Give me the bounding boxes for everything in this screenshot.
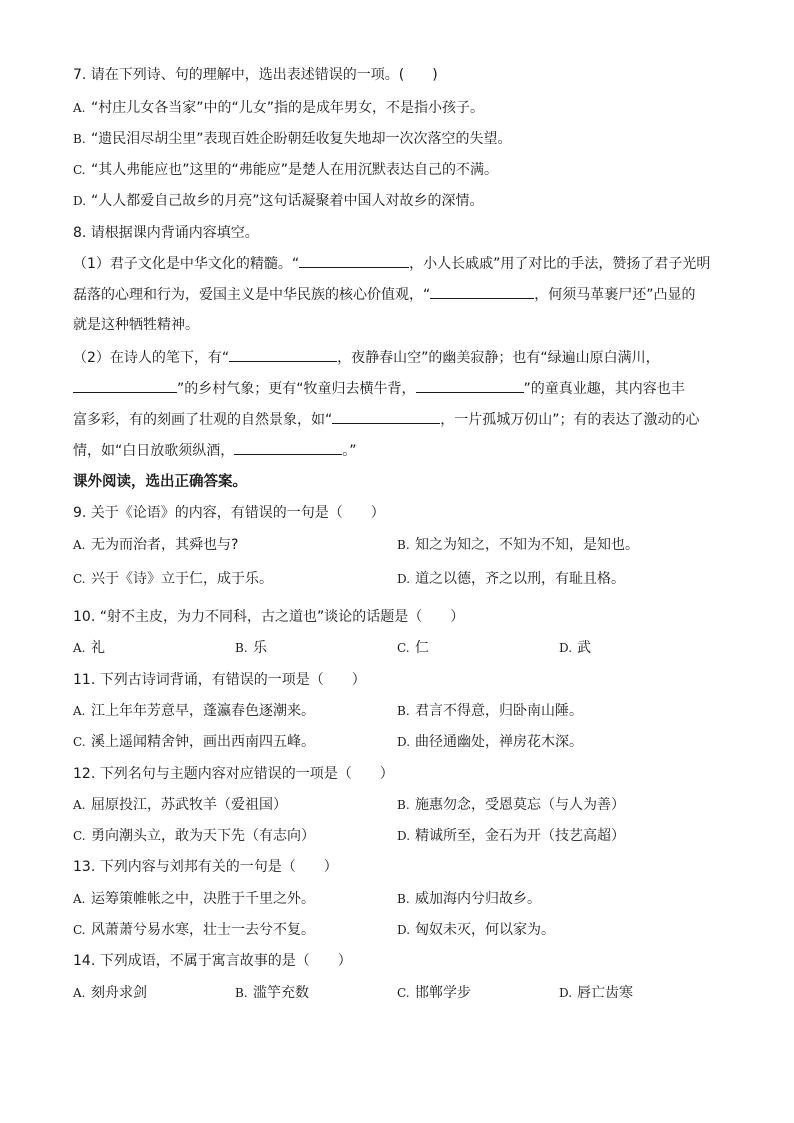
option-text: 江上年年芳意早，蓬瀛春色逐潮来。 [91,703,315,719]
option-text: 风萧萧兮易水寒，壮士一去兮不复。 [91,922,315,938]
option-text: 礼 [91,640,105,656]
fill-blank[interactable] [430,284,534,299]
q14-option-b [235,983,309,1003]
q14-option-c [397,983,471,1003]
option-letter: B. [397,538,410,552]
q8-part2-line1 [73,347,660,368]
option-letter: B. [397,798,410,812]
question-14-stem: 14. 下列成语，不属于寓言故事的是（ ） [73,953,352,969]
q11-option-c [73,732,315,752]
option-text: 乐 [253,640,267,656]
option-text: 曲径通幽处，禅房花木深。 [415,734,583,750]
option-text: 滥竽充数 [253,985,309,1001]
q7-option-c [73,160,498,180]
q13-option-b [397,889,541,909]
option-letter: A. [73,704,86,718]
option-text: 武 [577,640,591,656]
option-text: 屈原投江，苏武牧羊（爱祖国） [91,797,287,813]
option-text: 道之以德，齐之以刑，有耻且格。 [415,571,625,587]
q10-option-d [559,638,591,658]
option-letter: D. [397,735,411,749]
option-letter: B. [397,704,410,718]
q10-option-a [73,638,105,658]
q9-option-d [397,569,625,589]
question-13-stem: 13. 下列内容与刘邦有关的一句是（ ） [73,859,338,875]
option-text: 仁 [415,640,429,656]
option-text: 勇向潮头立，敢为天下先（有志向） [91,828,315,844]
option-letter: D. [397,572,411,586]
q7-option-d [73,191,484,211]
text-segment: 情，如“白日放歌须纵酒， [73,443,235,459]
option-text: “人人都爱自己故乡的月亮”这句话凝聚着中国人对故乡的深情。 [91,193,484,209]
option-letter: C. [73,923,86,937]
option-letter: D. [73,194,87,208]
option-text: 无为而治者，其舜也与? [91,537,239,553]
option-letter: D. [559,986,573,1000]
option-letter: A. [73,892,86,906]
option-letter: B. [397,892,410,906]
option-text: 匈奴未灭，何以家为。 [415,922,555,938]
text-segment: 。” [342,443,357,459]
text-segment: （2）在诗人的笔下，有“ [73,350,230,366]
option-letter: D. [397,923,411,937]
option-letter: D. [559,641,573,655]
text-segment: ”的乡村气象；更有“牧童归去横牛背， [177,381,416,397]
q8-part1-line1 [73,253,710,274]
q8-part2-line2 [73,378,685,399]
text-segment: 富多彩，有的刻画了壮观的自然景象，如“ [73,412,333,428]
option-text: “村庄儿女各当家”中的“儿女”指的是成年男女，不是指小孩子。 [91,100,485,116]
text-segment: ，何须马革裹尸还”凸显的 [534,287,696,303]
q9-option-a [73,535,238,555]
option-letter: A. [73,798,86,812]
q7-option-a [73,98,484,118]
option-text: 溪上遥闻精舍钟，画出西南四五峰。 [91,734,315,750]
text-segment: （1）君子文化是中华文化的精髓。“ [73,256,300,272]
fill-blank[interactable] [229,347,337,362]
text-segment: ，夜静春山空”的幽美寂静；也有“绿遍山原白满川， [337,350,660,366]
q13-option-c [73,920,315,940]
option-letter: C. [397,641,410,655]
option-letter: B. [235,986,248,1000]
fill-blank[interactable] [73,378,177,393]
option-letter: A. [73,538,86,552]
q12-option-a [73,795,287,815]
q10-option-b [235,638,267,658]
option-letter: B. [73,132,86,146]
option-text: 邯郸学步 [415,985,471,1001]
q12-option-c [73,826,315,846]
option-letter: A. [73,101,86,115]
text-segment: ，小人长戚戚”用了对比的手法，赞扬了君子光明 [409,256,711,272]
q12-option-b [397,795,625,815]
section-heading: 课外阅读，选出正确答案。 [73,474,247,490]
option-text: 刻舟求剑 [91,985,147,1001]
option-text: 兴于《诗》立于仁，成于乐。 [91,571,273,587]
option-letter: B. [235,641,248,655]
question-10-stem: 10. “射不主皮，为力不同科，古之道也”谈论的话题是（ ） [73,609,465,625]
option-text: 威加海内兮归故乡。 [415,891,541,907]
option-text: 运筹策帷帐之中，决胜于千里之外。 [91,891,315,907]
question-12-stem: 12. 下列名句与主题内容对应错误的一项是（ ） [73,766,394,782]
question-11-stem: 11. 下列古诗词背诵，有错误的一项是（ ） [73,672,366,688]
q13-option-d [397,920,555,940]
question-7-stem: 7. 请在下列诗、句的理解中，选出表述错误的一项。( ) [73,67,438,83]
option-letter: C. [397,986,410,1000]
q13-option-a [73,889,315,909]
fill-blank[interactable] [332,409,440,424]
q10-option-c [397,638,429,658]
q14-option-d [559,983,633,1003]
option-letter: C. [73,163,86,177]
option-text: “其人弗能应也”这里的“弗能应”是楚人在用沉默表达自己的不满。 [91,162,499,178]
fill-blank[interactable] [234,440,342,455]
fill-blank[interactable] [299,253,409,268]
text-segment: ，一片孤城万仞山”；有的表达了激动的心 [440,412,700,428]
question-8-stem: 8. 请根据课内背诵内容填空。 [73,225,259,241]
q11-option-b [397,701,583,721]
option-letter: C. [73,735,86,749]
q12-option-d [397,826,625,846]
q14-option-a [73,983,147,1003]
option-letter: A. [73,641,86,655]
option-text: “遗民泪尽胡尘里”表现百姓企盼朝廷收复失地却一次次落空的失望。 [91,131,512,147]
text-segment: ”的童真业趣，其内容也丰 [523,381,685,397]
option-letter: C. [73,829,86,843]
question-9-stem: 9. 关于《论语》的内容，有错误的一句是（ ） [73,505,385,521]
q8-part1-line2 [73,284,696,305]
q9-option-b [397,535,639,555]
option-text: 精诚所至，金石为开（技艺高超） [415,828,625,844]
fill-blank[interactable] [416,378,524,393]
q8-part2-line4 [73,440,357,461]
q7-option-b [73,129,512,149]
option-letter: A. [73,986,86,1000]
q8-part2-line3 [73,409,700,430]
option-letter: D. [397,829,411,843]
option-text: 知之为知之，不知为不知，是知也。 [415,537,639,553]
q8-part1-line3: 就是这种牺牲精神。 [73,317,199,333]
q11-option-d [397,732,583,752]
text-segment: 磊落的心理和行为，爱国主义是中华民族的核心价值观，“ [73,287,431,303]
option-text: 施惠勿念，受恩莫忘（与人为善） [415,797,625,813]
option-text: 君言不得意，归卧南山陲。 [415,703,583,719]
q11-option-a [73,701,315,721]
option-letter: C. [73,572,86,586]
q9-option-c [73,569,273,589]
option-text: 唇亡齿寒 [577,985,633,1001]
